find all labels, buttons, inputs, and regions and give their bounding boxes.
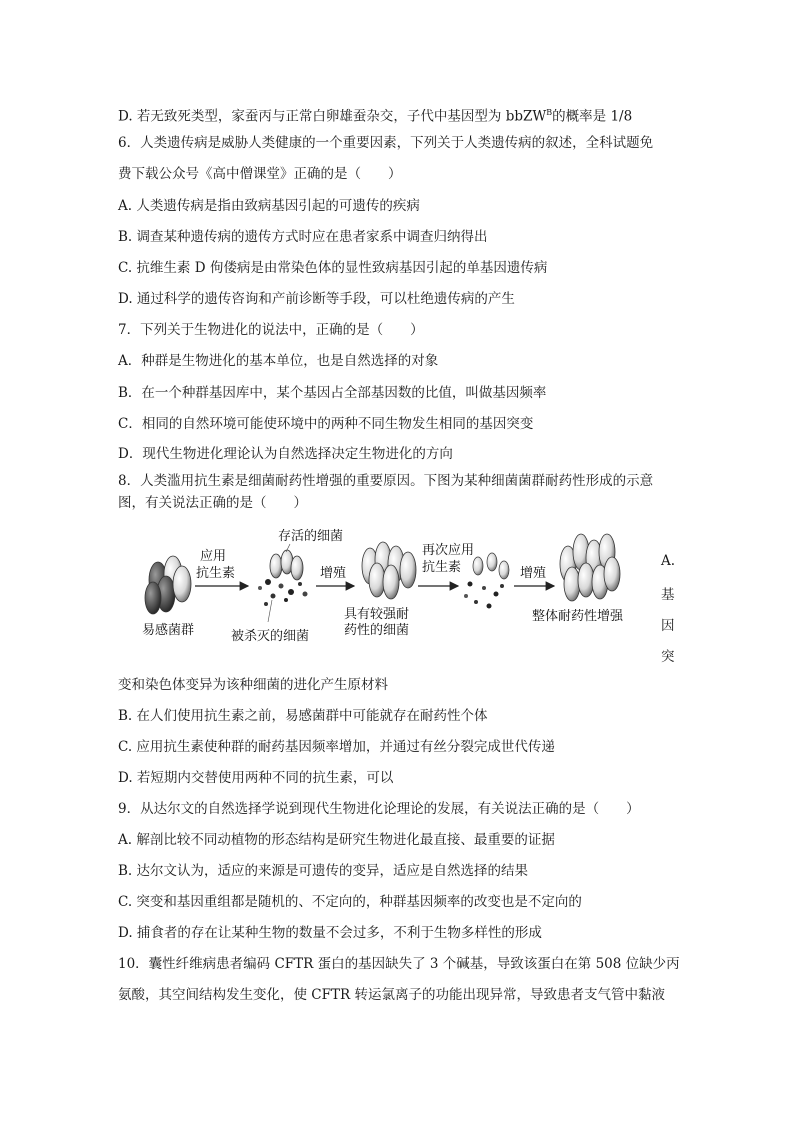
- second-treatment-cells: [464, 553, 509, 609]
- side-char-2: 因: [661, 618, 675, 634]
- q7-stem: 7．下列关于生物进化的说法中，正确的是（ ）: [118, 322, 424, 338]
- q6-stem-1: 6．人类遗传病是威胁人类健康的一个重要因素，下列关于人类遗传病的叙述，全科试题免: [118, 135, 654, 151]
- q6-option-c: C. 抗维生素 D 佝偻病是由常染色体的显性致病基因引起的单基因遗传病: [118, 260, 548, 276]
- resistant-cells: [362, 542, 416, 599]
- option-d-prev-tail: 的概率是 1/8: [552, 108, 633, 125]
- q9-option-b: B. 达尔文认为，适应的来源是可遗传的变异，适应是自然选择的结果: [118, 863, 529, 879]
- q9-option-c: C. 突变和基因重组都是随机的、不定向的，种群基因频率的改变也是不定向的: [118, 894, 582, 910]
- label-apply-1: 应用: [200, 549, 227, 564]
- q9-option-d: D. 捕食者的存在让某种生物的数量不会过多，不利于生物多样性的形成: [118, 925, 542, 941]
- label-antibiotic-2: 抗生素: [422, 560, 462, 575]
- label-multiply-2: 增殖: [520, 566, 547, 581]
- q7-option-c: C．相同的自然环境可能使环境中的两种不同生物发生相同的基因突变: [118, 416, 534, 432]
- q8-option-a-cont: 变和染色体变异为该种细菌的进化产生原材料: [118, 677, 388, 693]
- label-resistant-2: 药性的细菌: [344, 623, 410, 638]
- q9-option-a: A. 解剖比较不同动植物的形态结构是研究生物进化最直接、最重要的证据: [118, 832, 555, 848]
- side-char-3: 突: [661, 649, 675, 665]
- label-again: 再次应用: [422, 543, 475, 558]
- q8-option-b: B. 在人们使用抗生素之前，易感菌群中可能就存在耐药性个体: [118, 708, 488, 724]
- sensitive-population-cells: [145, 556, 191, 614]
- q10-stem-1: 10．囊性纤维病患者编码 CFTR 蛋白的基因缺失了 3 个碱基，导致该蛋白在第 508 位缺少丙: [118, 956, 680, 972]
- bacteria-resistance-diagram: [140, 522, 650, 650]
- q6-option-a: A. 人类遗传病是指由致病基因引起的可遗传的疾病: [118, 198, 420, 214]
- q7-option-b: B．在一个种群基因库中，某个基因占全部基因数的比值，叫做基因频率: [118, 385, 547, 401]
- label-overall: 整体耐药性增强: [532, 609, 624, 624]
- label-survived: 存活的细菌: [278, 529, 344, 544]
- label-resistant-1: 具有较强耐: [344, 607, 410, 622]
- q8-stem-1: 8．人类滥用抗生素是细菌耐药性增强的重要原因。下图为某种细菌菌群耐药性形成的示意: [118, 473, 654, 489]
- q7-option-a: A．种群是生物进化的基本单位，也是自然选择的对象: [118, 353, 439, 369]
- label-sensitive: 易感菌群: [142, 623, 195, 638]
- survived-killed-cells: [258, 550, 308, 606]
- q7-option-d: D．现代生物进化理论认为自然选择决定生物进化的方向: [118, 446, 453, 462]
- q9-stem: 9．从达尔文的自然选择学说到现代生物进化论理论的发展，有关说法正确的是（ ）: [118, 801, 640, 817]
- superscript-b: B: [546, 108, 553, 117]
- q6-stem-2: 费下载公众号《高中僧课堂》正确的是（ ）: [118, 166, 402, 182]
- q8-option-c: C. 应用抗生素使种群的耐药基因频率增加，并通过有丝分裂完成世代传递: [118, 739, 555, 755]
- pointer-killed: [268, 600, 272, 622]
- q6-option-b: B. 调查某种遗传病的遗传方式时应在患者家系中调查归纳得出: [118, 229, 488, 245]
- q8-stem-2: 图，有关说法正确的是（ ）: [118, 495, 307, 511]
- option-d-prev: [118, 103, 632, 127]
- label-antibiotic-1: 抗生素: [196, 566, 236, 581]
- side-char-1: 基: [661, 587, 675, 603]
- q6-option-d: D. 通过科学的遗传咨询和产前诊断等手段，可以杜绝遗传病的产生: [118, 291, 515, 307]
- label-multiply-1: 增殖: [320, 566, 347, 581]
- label-killed: 被杀灭的细菌: [231, 629, 310, 644]
- q10-stem-2: 氨酸，其空间结构发生变化，使 CFTR 转运氯离子的功能出现异常，导致患者支气管中黏液: [118, 987, 665, 1003]
- overall-resistant-cells: [560, 534, 620, 601]
- q8-option-d: D. 若短期内交替使用两种不同的抗生素，可以: [118, 770, 394, 786]
- side-char-0: A.: [661, 553, 676, 569]
- option-d-prev-text: D. 若无致死类型，家蚕丙与正常白卵雄蚕杂交，子代中基因型为 bbZW: [118, 108, 547, 125]
